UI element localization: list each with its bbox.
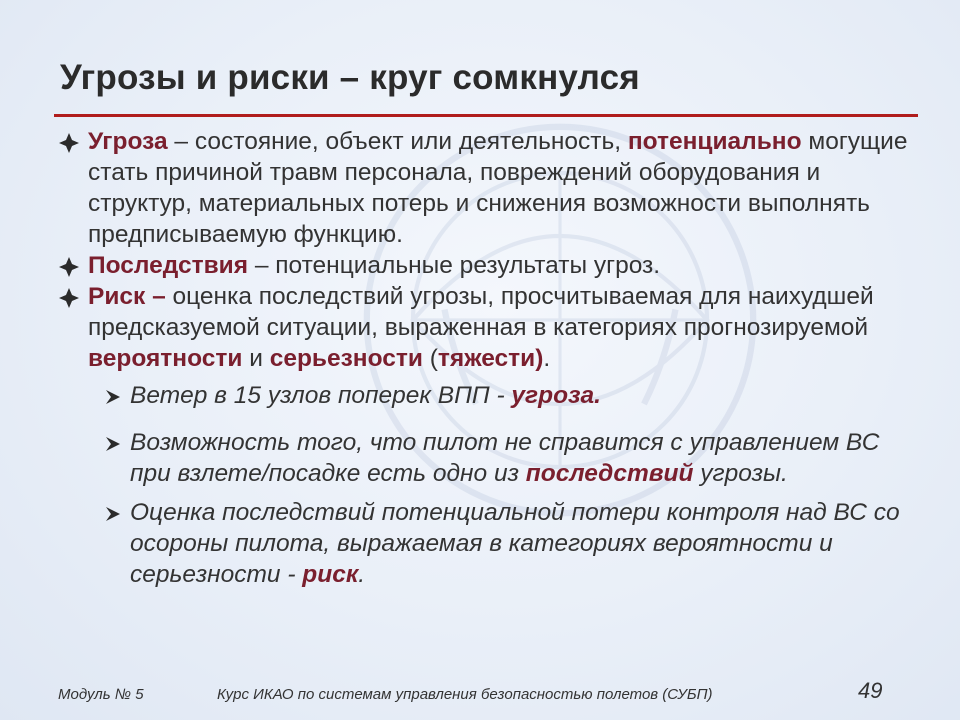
term-consequences: Последствия (88, 252, 249, 279)
title-underline (54, 114, 918, 117)
footer-course-title: Курс ИКАО по системам управления безопасностью полетов (СУБП) (217, 686, 713, 703)
emphasis-gravity: тяжести) (437, 345, 544, 372)
bullet-risk (58, 281, 908, 374)
bullet-threat (58, 126, 908, 250)
bullet-text: и (242, 345, 270, 372)
sub-emphasis-risk: риск (302, 561, 359, 588)
emphasis-severity: серьезности (269, 345, 423, 372)
arrow-bullet-icon (104, 505, 122, 523)
bullet-text: оценка последствий угрозы, просчитываемая для наихудшей предсказуемой ситуации, выраженная в категориях прогнозируемой (88, 283, 874, 341)
footer-module: Модуль № 5 (58, 686, 144, 703)
sub-bullet-wind (104, 380, 904, 411)
term-risk: Риск – (88, 283, 166, 310)
diamond-bullet-icon (58, 287, 80, 309)
diamond-bullet-icon (58, 256, 80, 278)
sub-bullet-text: . (358, 561, 366, 588)
bullet-text: – состояние, объект или деятельность, (167, 128, 628, 155)
bullet-consequences (58, 250, 908, 281)
page-number: 49 (858, 678, 883, 703)
bullet-text: могущие стать причиной травм персонала, повреждений оборудования и структур, материальных потерь и снижения возможности выполнять предписываемую функцию. (88, 128, 908, 248)
diamond-bullet-icon (58, 132, 80, 154)
bullet-text: ( (422, 345, 438, 372)
emphasis-probability: вероятности (88, 345, 243, 372)
arrow-bullet-icon (104, 388, 122, 406)
example-bullet-list (104, 380, 904, 590)
emphasis-potentially: потенциально (627, 128, 802, 155)
bullet-text: – потенциальные результаты угроз. (248, 252, 661, 279)
sub-bullet-text: угрозы. (693, 460, 788, 487)
sub-bullet-text: Возможность того, что пилот не справится с управлением ВС при взлете/посадке есть одно из (130, 429, 880, 487)
sub-emphasis-consequences: последствий (525, 460, 694, 487)
sub-bullet-text: Ветер в 15 узлов поперек ВПП - (130, 382, 512, 409)
term-threat: Угроза (88, 128, 168, 155)
sub-bullet-pilot-control (104, 427, 904, 489)
sub-emphasis-threat: угроза. (511, 382, 601, 409)
main-bullet-list (58, 126, 908, 374)
bullet-text: . (543, 345, 551, 372)
arrow-bullet-icon (104, 435, 122, 453)
sub-bullet-text: Оценка последствий потенциальной потери контроля над ВС со осороны пилота, выражаемая в категориях вероятности и серьезности - (130, 499, 900, 588)
slide-title: Угрозы и риски – круг сомкнулся (60, 58, 640, 97)
sub-bullet-assessment (104, 497, 904, 590)
